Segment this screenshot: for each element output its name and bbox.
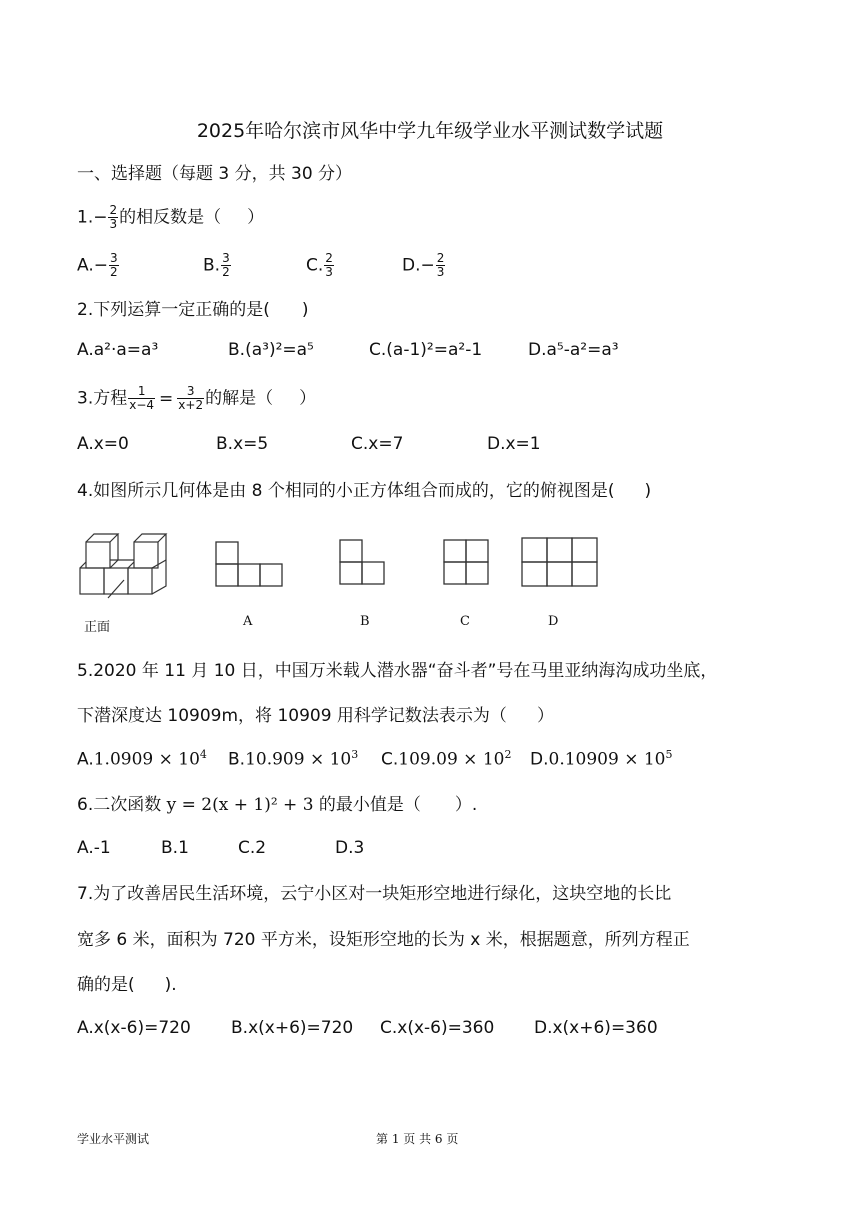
- q1-fraction: $\frac{2}{3}$: [109, 203, 118, 231]
- q1-option-b: B. $\frac{3}{2}$: [203, 251, 230, 279]
- exam-title: 2025年哈尔滨市风华中学九年级学业水平测试数学试题: [196, 120, 664, 142]
- q3-option-b: B.x=5: [216, 434, 269, 454]
- q2-option-c: C.(a-1)²=a²-1: [369, 340, 483, 360]
- question-4: 4.如图所示几何体是由 8 个相同的小正方体组合而成的，它的俯视图是( ): [77, 481, 652, 501]
- q3-option-c: C.x=7: [351, 434, 404, 454]
- q3-option-a: A.x=0: [77, 434, 129, 454]
- option-c-view: [442, 538, 492, 588]
- q7-option-b: B.x(x+6)=720: [231, 1018, 354, 1038]
- q3-option-d: D.x=1: [487, 434, 541, 454]
- q2-option-a: A.a²·a=a³: [77, 340, 159, 360]
- question-7-line-1: 7.为了改善居民生活环境，云宁小区对一块矩形空地进行绿化，这块空地的长比: [77, 884, 672, 904]
- q7-option-a: A.x(x-6)=720: [77, 1018, 191, 1038]
- footer-left: 学业水平测试: [77, 1132, 150, 1146]
- section-heading: 一、选择题（每题 3 分，共 30 分）: [77, 164, 353, 184]
- question-6: 6.二次函数 y = 2(x + 1)² + 3 的最小值是（ ）.: [77, 795, 478, 815]
- label-b: B: [360, 614, 370, 629]
- q1-option-c: C. $\frac{2}{3}$: [306, 251, 333, 279]
- question-2: 2.下列运算一定正确的是( ): [77, 300, 309, 320]
- option-a-view: [214, 540, 286, 590]
- q6-option-b: B.1: [161, 838, 189, 858]
- q2-option-d: D.a⁵-a²=a³: [528, 340, 619, 360]
- q1-suffix: 的相反数是（: [119, 207, 222, 228]
- q5-option-b: $B.10.909 \times 10^3$: [228, 748, 359, 770]
- q2-option-b: B.(a³)²=a⁵: [228, 340, 314, 360]
- question-1: 1.− $\frac{2}{3}$ 的相反数是（ ）: [77, 203, 265, 231]
- label-front-view: 正面: [84, 620, 111, 635]
- question-7-line-3: 确的是( ).: [77, 975, 177, 995]
- q5-option-d: $D.0.10909 \times 10^5$: [530, 748, 673, 770]
- q1-prefix: 1.−: [77, 207, 108, 228]
- q7-option-d: D.x(x+6)=360: [534, 1018, 658, 1038]
- question-7-line-2: 宽多 6 米，面积为 720 平方米，设矩形空地的长为 x 米，根据题意，所列方程正: [77, 930, 690, 950]
- label-a: A: [243, 614, 253, 629]
- footer-page-number: 第 1 页 共 6 页: [376, 1132, 459, 1146]
- q6-option-c: C.2: [238, 838, 267, 858]
- q5-option-c: $C.109.09 \times 10^2$: [381, 748, 512, 770]
- solid-figure: [76, 524, 176, 614]
- q6-option-d: D.3: [335, 838, 365, 858]
- question-5-line-2: 下潜深度达 10909m，将 10909 用科学记数法表示为（ ）: [77, 706, 554, 726]
- option-d-view: [520, 536, 600, 588]
- q1-option-a: A.− $\frac{3}{2}$: [77, 251, 118, 279]
- q7-option-c: C.x(x-6)=360: [380, 1018, 495, 1038]
- q6-option-a: A.-1: [77, 838, 111, 858]
- label-d: D: [548, 614, 559, 629]
- option-b-view: [338, 538, 388, 588]
- question-5-line-1: 5.2020 年 11 月 10 日，中国万米载人潜水器“奋斗者”号在马里亚纳海沟成功坐底，: [77, 661, 718, 681]
- q1-option-d: D.− $\frac{2}{3}$: [402, 251, 445, 279]
- q5-option-a: $A.1.0909 \times 10^4$: [77, 748, 207, 770]
- question-3: 3.方程 $\frac{1}{x-4}$ = $\frac{3}{x+2}$ 的解是（ ）: [77, 384, 317, 412]
- label-c: C: [460, 614, 470, 629]
